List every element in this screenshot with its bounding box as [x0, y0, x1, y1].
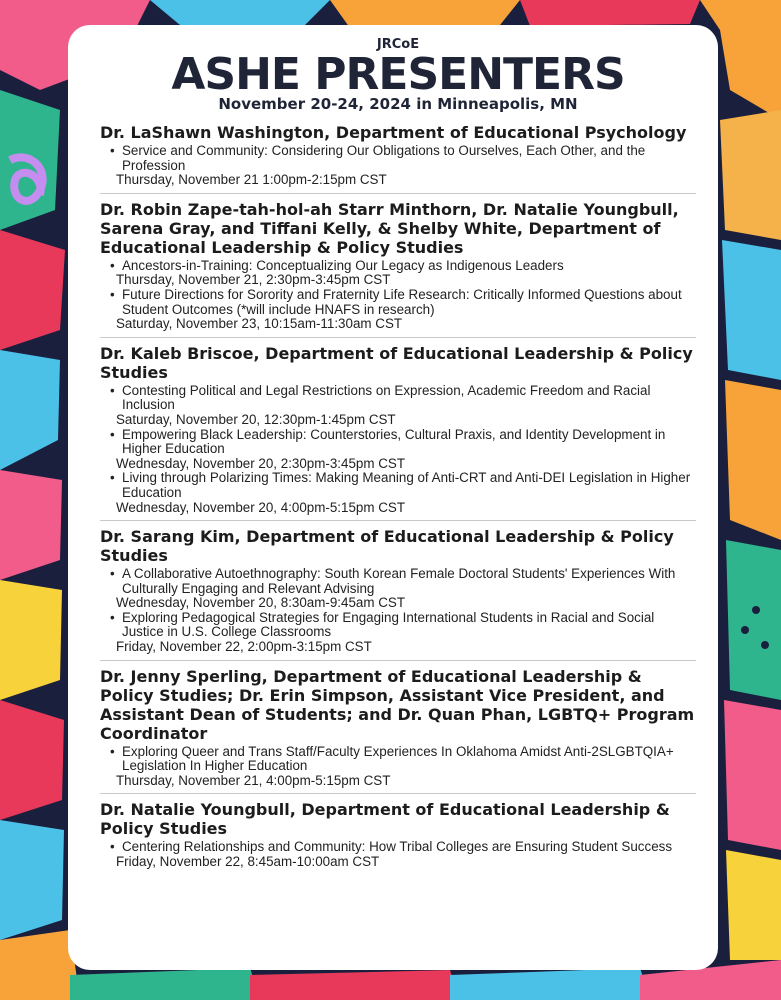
session-item — [116, 566, 696, 611]
presenter-group — [100, 123, 696, 188]
session-list — [100, 144, 696, 188]
session-time: Thursday, November 21, 4:00pm-5:15pm CST — [116, 772, 391, 788]
session-item — [116, 609, 696, 655]
session-list — [100, 259, 696, 332]
presenters-card — [68, 25, 718, 970]
session-time: Friday, November 22, 2:00pm-3:15pm CST — [116, 639, 372, 655]
divider — [100, 660, 696, 661]
presenter-name: Dr. LaShawn Washington, Department of Educational Psychology — [100, 123, 687, 142]
session-title: Exploring Pedagogical Strategies for Engaging International Students in Racial and Social Justice in U.S. College Classrooms — [122, 609, 655, 640]
session-title: Future Directions for Sorority and Fraternity Life Research: Critically Informed Questions about Student Outcomes (*will include HNAFS in research) — [122, 286, 682, 317]
session-time: Wednesday, November 20, 4:00pm-5:15pm CST — [116, 499, 406, 515]
presenter-name: Dr. Kaleb Briscoe, Department of Educational Leadership & Policy Studies — [100, 343, 693, 382]
session-item — [116, 743, 696, 789]
session-time: Friday, November 22, 8:45am-10:00am CST — [116, 854, 380, 870]
divider — [100, 520, 696, 521]
presenter-group — [100, 667, 696, 789]
session-time: Saturday, November 20, 12:30pm-1:45pm CST — [116, 411, 396, 427]
session-title: Empowering Black Leadership: Counterstories, Cultural Praxis, and Identity Development in Higher Education — [122, 426, 666, 457]
presenter-group — [100, 527, 696, 655]
session-time: Wednesday, November 20, 2:30pm-3:45pm CST — [116, 455, 406, 471]
session-title: Ancestors-in-Training: Conceptualizing Our Legacy as Indigenous Leaders — [122, 257, 564, 273]
presenter-group — [100, 200, 696, 332]
presenter-name: Dr. Natalie Youngbull, Department of Educational Leadership & Policy Studies — [100, 800, 670, 839]
session-title: Living through Polarizing Times: Making Meaning of Anti-CRT and Anti-DEI Legislation in Higher Education — [122, 470, 691, 500]
session-time: Wednesday, November 20, 8:30am-9:45am CST — [116, 595, 406, 611]
org-name: JRCoE — [376, 37, 420, 52]
presenter-group — [100, 344, 696, 515]
session-list — [100, 567, 696, 655]
session-list — [100, 384, 696, 515]
session-item — [116, 839, 696, 870]
session-time: Saturday, November 23, 10:15am-11:30am CST — [116, 316, 403, 332]
divider — [100, 193, 696, 194]
session-time: Thursday, November 21 1:00pm-2:15pm CST — [116, 172, 387, 188]
page-title: ASHE PRESENTERS — [171, 49, 625, 100]
divider — [100, 337, 696, 338]
session-time: Thursday, November 21, 2:30pm-3:45pm CST — [116, 272, 391, 288]
session-item — [116, 257, 696, 288]
session-item — [116, 426, 696, 472]
presenter-name: Dr. Jenny Sperling, Department of Educational Leadership & Policy Studies; Dr. Erin Simpson, Assistant Vice President, and Assistant Dean of Students; and Dr. Quan Phan, LGBTQ+ Program Coordinator — [100, 666, 695, 743]
session-item — [116, 286, 696, 332]
session-title: A Collaborative Autoethnography: South Korean Female Doctoral Students' Experiences With Culturally Engaging and Relevant Advising — [122, 566, 676, 596]
session-item — [116, 143, 696, 188]
session-list — [100, 840, 696, 869]
session-item — [116, 382, 696, 428]
session-title: Service and Community: Considering Our Obligations to Ourselves, Each Other, and the Profession — [122, 143, 646, 173]
session-item — [116, 470, 696, 515]
divider — [100, 793, 696, 794]
presenter-name: Dr. Sarang Kim, Department of Educational Leadership & Policy Studies — [100, 527, 674, 566]
event-dates: November 20-24, 2024 in Minneapolis, MN — [218, 95, 578, 113]
session-title: Exploring Queer and Trans Staff/Faculty Experiences In Oklahoma Amidst Anti-2SLGBTQIA+ Legislation In Higher Education — [122, 743, 674, 774]
session-title: Centering Relationships and Community: How Tribal Colleges are Ensuring Student Success — [122, 839, 673, 855]
presenter-name: Dr. Robin Zape-tah-hol-ah Starr Minthorn, Dr. Natalie Youngbull, Sarena Gray, and Tiffani Kelly, & Shelby White, Department of Educational Leadership & Policy Studies — [100, 199, 679, 257]
session-title: Contesting Political and Legal Restrictions on Expression, Academic Freedom and Racial Inclusion — [122, 382, 651, 413]
presenter-group — [100, 800, 696, 869]
session-list — [100, 745, 696, 789]
